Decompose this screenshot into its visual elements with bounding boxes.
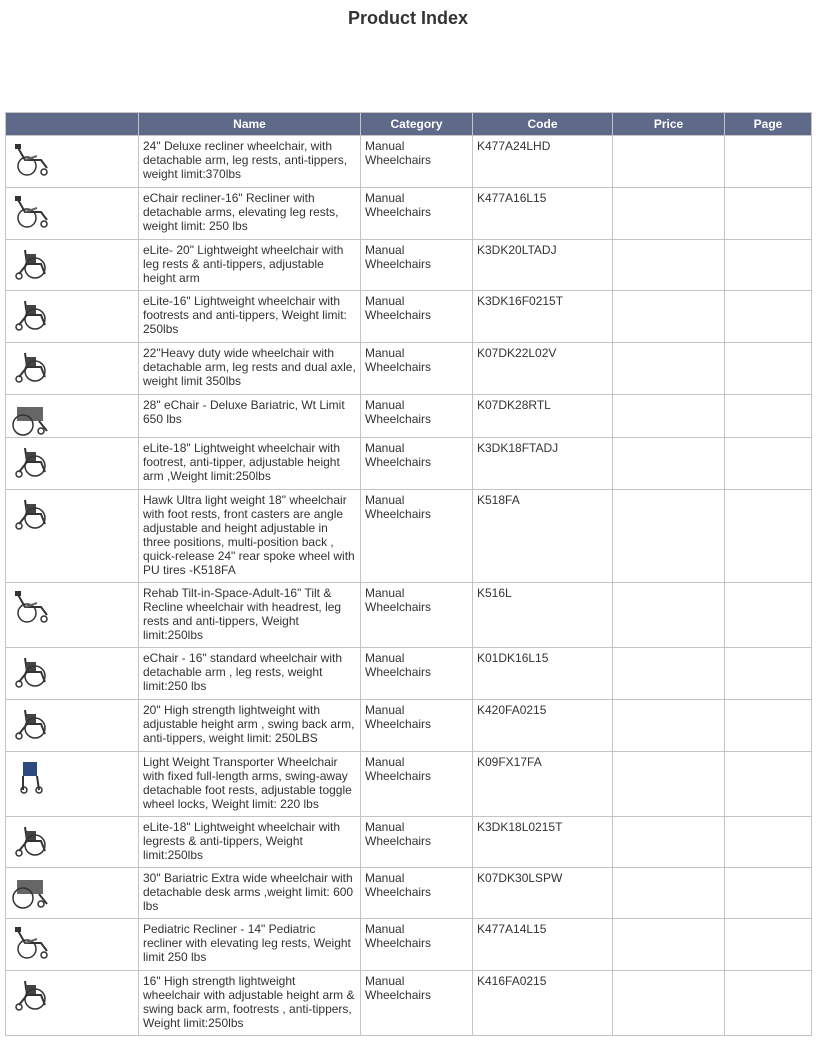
product-image-cell	[6, 240, 139, 291]
product-image-cell	[6, 136, 139, 188]
product-category-cell: Manual Wheelchairs	[361, 343, 473, 395]
wheelchair-icon	[11, 349, 51, 385]
column-header-price: Price	[613, 113, 725, 136]
product-code-cell: K07DK28RTL	[473, 395, 613, 438]
product-price-cell	[613, 343, 725, 395]
product-price-cell	[613, 971, 725, 1036]
product-category-cell: Manual Wheelchairs	[361, 700, 473, 752]
product-price-cell	[613, 868, 725, 919]
product-price-cell	[613, 438, 725, 490]
recliner-wheelchair-icon	[11, 925, 51, 961]
product-category-cell: Manual Wheelchairs	[361, 438, 473, 490]
table-row	[6, 395, 812, 438]
product-image-cell	[6, 868, 139, 919]
product-page-cell	[725, 648, 812, 700]
product-name-cell: Rehab Tilt-in-Space-Adult-16" Tilt & Recline wheelchair with headrest, leg rests and anti-tippers, Weight limit:250lbs	[139, 583, 361, 648]
product-image-cell	[6, 648, 139, 700]
wheelchair-icon	[11, 706, 51, 742]
product-price-cell	[613, 648, 725, 700]
table-row	[6, 868, 812, 919]
product-category-cell: Manual Wheelchairs	[361, 752, 473, 817]
product-name-cell: 22"Heavy duty wide wheelchair with detachable arm, leg rests and dual axle, weight limit 350lbs	[139, 343, 361, 395]
table-row	[6, 438, 812, 490]
product-category-cell: Manual Wheelchairs	[361, 188, 473, 240]
product-category-cell: Manual Wheelchairs	[361, 583, 473, 648]
product-category-cell: Manual Wheelchairs	[361, 648, 473, 700]
product-page-cell	[725, 971, 812, 1036]
product-page-cell	[725, 490, 812, 583]
product-page-cell	[725, 868, 812, 919]
product-category-cell: Manual Wheelchairs	[361, 490, 473, 583]
table-row	[6, 583, 812, 648]
product-category-cell: Manual Wheelchairs	[361, 817, 473, 868]
product-page-cell	[725, 291, 812, 343]
product-category-cell: Manual Wheelchairs	[361, 971, 473, 1036]
product-image-cell	[6, 490, 139, 583]
product-image-cell	[6, 291, 139, 343]
product-image-cell	[6, 700, 139, 752]
product-table	[5, 112, 812, 1036]
product-code-cell: K416FA0215	[473, 971, 613, 1036]
wheelchair-icon	[11, 823, 51, 859]
product-page-cell	[725, 395, 812, 438]
product-code-cell: K516L	[473, 583, 613, 648]
table-row	[6, 648, 812, 700]
product-page-cell	[725, 583, 812, 648]
table-header-row	[6, 113, 812, 136]
product-image-cell	[6, 343, 139, 395]
product-image-cell	[6, 438, 139, 490]
product-page-cell	[725, 240, 812, 291]
page-title: Product Index	[347, 8, 468, 28]
table-row	[6, 240, 812, 291]
product-code-cell: K07DK30LSPW	[473, 868, 613, 919]
product-image-cell	[6, 817, 139, 868]
column-header-page: Page	[725, 113, 812, 136]
product-code-cell: K07DK22L02V	[473, 343, 613, 395]
product-category-cell: Manual Wheelchairs	[361, 291, 473, 343]
product-price-cell	[613, 817, 725, 868]
product-category-cell: Manual Wheelchairs	[361, 395, 473, 438]
product-category-cell: Manual Wheelchairs	[361, 136, 473, 188]
column-header-code: Code	[473, 113, 613, 136]
product-code-cell: K09FX17FA	[473, 752, 613, 817]
recliner-wheelchair-icon	[11, 142, 51, 178]
product-page-cell	[725, 343, 812, 395]
wheelchair-icon	[11, 496, 51, 532]
table-row	[6, 752, 812, 817]
product-image-cell	[6, 919, 139, 971]
product-name-cell: 28" eChair - Deluxe Bariatric, Wt Limit 650 lbs	[139, 395, 361, 438]
product-price-cell	[613, 188, 725, 240]
column-header-name: Name	[139, 113, 361, 136]
product-name-cell: eLite- 20" Lightweight wheelchair with leg rests & anti-tippers, adjustable height arm	[139, 240, 361, 291]
wheelchair-icon	[11, 654, 51, 690]
table-row	[6, 919, 812, 971]
product-code-cell: K477A24LHD	[473, 136, 613, 188]
tilt-wheelchair-icon	[11, 589, 51, 625]
table-row	[6, 188, 812, 240]
column-header-image	[6, 113, 139, 136]
product-category-cell: Manual Wheelchairs	[361, 868, 473, 919]
table-row	[6, 817, 812, 868]
product-code-cell: K3DK18FTADJ	[473, 438, 613, 490]
product-name-cell: Hawk Ultra light weight 18" wheelchair with foot rests, front casters are angle adjustable and height adjustable in three positions, multi-position back , quick-release 24" rear spoke wheel with PU tires -K518FA	[139, 490, 361, 583]
product-price-cell	[613, 136, 725, 188]
product-page-cell	[725, 919, 812, 971]
product-page-cell	[725, 817, 812, 868]
product-name-cell: Pediatric Recliner - 14" Pediatric recliner with elevating leg rests, Weight limit 250 lbs	[139, 919, 361, 971]
bariatric-wheelchair-icon	[11, 874, 51, 910]
product-price-cell	[613, 752, 725, 817]
product-code-cell: K3DK18L0215T	[473, 817, 613, 868]
product-code-cell: K3DK16F0215T	[473, 291, 613, 343]
product-page-cell	[725, 438, 812, 490]
product-code-cell: K518FA	[473, 490, 613, 583]
transport-chair-icon	[11, 758, 51, 794]
table-row	[6, 971, 812, 1036]
recliner-wheelchair-icon	[11, 194, 51, 230]
table-row	[6, 291, 812, 343]
table-row	[6, 343, 812, 395]
product-name-cell: 16" High strength lightweight wheelchair with adjustable height arm & swing back arm, footrests , anti-tippers, Weight limit:250lbs	[139, 971, 361, 1036]
product-image-cell	[6, 395, 139, 438]
product-page-cell	[725, 136, 812, 188]
wheelchair-icon	[11, 977, 51, 1013]
product-category-cell: Manual Wheelchairs	[361, 240, 473, 291]
product-price-cell	[613, 700, 725, 752]
product-page-cell	[725, 700, 812, 752]
product-price-cell	[613, 240, 725, 291]
product-name-cell: eLite-18" Lightweight wheelchair with legrests & anti-tippers, Weight limit:250lbs	[139, 817, 361, 868]
product-page-cell	[725, 752, 812, 817]
product-page-cell	[725, 188, 812, 240]
wheelchair-icon	[11, 297, 51, 333]
product-code-cell: K420FA0215	[473, 700, 613, 752]
wheelchair-icon	[11, 246, 51, 282]
product-code-cell: K477A16L15	[473, 188, 613, 240]
product-name-cell: eLite-18" Lightweight wheelchair with footrest, anti-tipper, adjustable height arm ,Weight limit:250lbs	[139, 438, 361, 490]
bariatric-wheelchair-icon	[11, 401, 51, 437]
table-row	[6, 136, 812, 188]
product-code-cell: K01DK16L15	[473, 648, 613, 700]
product-name-cell: eChair - 16" standard wheelchair with detachable arm , leg rests, weight limit:250 lbs	[139, 648, 361, 700]
product-name-cell: Light Weight Transporter Wheelchair with fixed full-length arms, swing-away detachable foot rests, adjustable toggle wheel locks, Weight limit: 220 lbs	[139, 752, 361, 817]
product-price-cell	[613, 919, 725, 971]
product-name-cell: 20" High strength lightweight with adjustable height arm , swing back arm, anti-tippers, weight limit: 250LBS	[139, 700, 361, 752]
product-price-cell	[613, 583, 725, 648]
product-image-cell	[6, 971, 139, 1036]
product-image-cell	[6, 752, 139, 817]
product-price-cell	[613, 395, 725, 438]
product-name-cell: eChair recliner-16" Recliner with detachable arms, elevating leg rests, weight limit: 250 lbs	[139, 188, 361, 240]
product-image-cell	[6, 188, 139, 240]
table-row	[6, 490, 812, 583]
product-name-cell: eLite-16" Lightweight wheelchair with footrests and anti-tippers, Weight limit: 250lbs	[139, 291, 361, 343]
product-code-cell: K477A14L15	[473, 919, 613, 971]
product-price-cell	[613, 490, 725, 583]
table-row	[6, 700, 812, 752]
column-header-category: Category	[361, 113, 473, 136]
wheelchair-icon	[11, 444, 51, 480]
product-category-cell: Manual Wheelchairs	[361, 919, 473, 971]
product-name-cell: 30" Bariatric Extra wide wheelchair with detachable desk arms ,weight limit: 600 lbs	[139, 868, 361, 919]
product-code-cell: K3DK20LTADJ	[473, 240, 613, 291]
product-image-cell	[6, 583, 139, 648]
product-price-cell	[613, 291, 725, 343]
product-name-cell: 24" Deluxe recliner wheelchair, with detachable arm, leg rests, anti-tippers, weight limit:370lbs	[139, 136, 361, 188]
